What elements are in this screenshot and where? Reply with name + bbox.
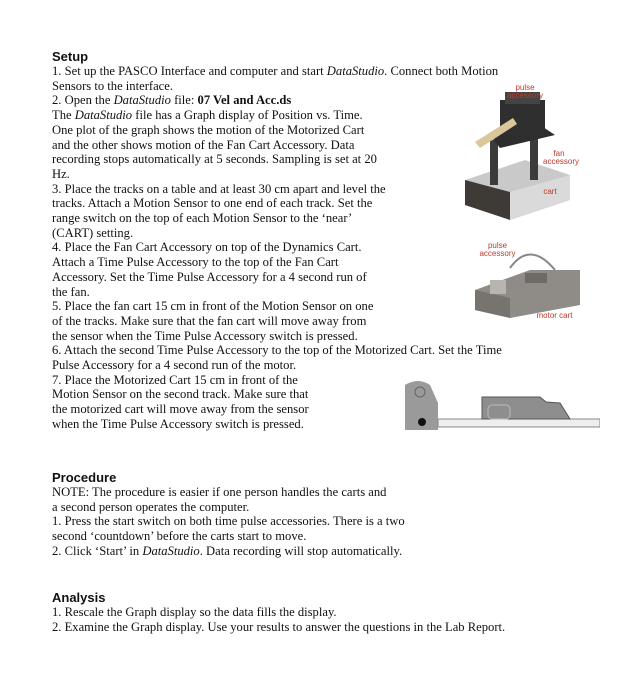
text-segment: . Connect both Motion [384, 64, 499, 78]
text-line [52, 529, 405, 544]
analysis-text [52, 605, 505, 634]
text-segment: second ‘countdown’ before the carts start to move. [52, 529, 307, 544]
text-segment: 4. Place the Fan Cart Accessory on top of the Dynamics Cart. [52, 240, 362, 255]
pulse-accessory-label-2: pulse accessory [479, 241, 516, 258]
procedure-heading: Procedure [52, 470, 117, 485]
text-segment: NOTE: The procedure is easier if one person handles the carts and [52, 485, 387, 499]
text-line [52, 514, 405, 529]
text-segment: recording stops automatically at 5 seconds. Sampling is set at 20 [52, 152, 377, 167]
text-line [52, 196, 502, 211]
text-line [52, 152, 502, 167]
text-segment: The [52, 108, 75, 123]
text-segment: 5. Place the fan cart 15 cm in front of the Motion Sensor on one [52, 299, 374, 314]
analysis-section [52, 590, 505, 634]
text-line [52, 64, 502, 79]
text-line [52, 343, 502, 358]
text-line [52, 182, 502, 197]
text-segment: 3. Place the tracks on a table and at least 30 cm apart and level the [52, 181, 386, 196]
text-segment: Attach a Time Pulse Accessory to the top of the Fan Cart [52, 255, 339, 270]
text-segment: 1. Rescale the Graph display so the data fills the display. [52, 605, 337, 619]
text-line [52, 605, 505, 620]
text-segment: 1. Set up the PASCO Interface and computer and start [52, 64, 327, 78]
text-line [52, 329, 502, 344]
text-segment: when the Time Pulse Accessory switch is pressed. [52, 416, 304, 431]
text-line [52, 211, 502, 226]
text-line [52, 358, 502, 373]
text-line [52, 108, 502, 123]
text-line [52, 500, 405, 515]
text-line [52, 544, 405, 559]
text-line [52, 299, 502, 314]
text-segment: Accessory. Set the Time Pulse Accessory for a 4 second run of [52, 269, 367, 284]
text-line [52, 123, 502, 138]
text-segment: the fan. [52, 284, 90, 299]
text-segment: Pulse Accessory for a 4 second run of the motor. [52, 358, 297, 373]
text-segment: 6. Attach the second Time Pulse Accessory to the top of the Motorized Cart. Set the Time [52, 343, 502, 358]
text-segment: . Data recording will stop automatically. [199, 543, 403, 558]
procedure-text [52, 485, 405, 559]
text-line [52, 226, 502, 241]
text-line [52, 620, 505, 635]
text-segment: DataStudio [326, 64, 385, 78]
text-segment: the sensor when the Time Pulse Accessory switch is pressed. [52, 328, 358, 343]
motor-cart-label: motor cart [536, 311, 573, 320]
text-line [52, 138, 502, 153]
fan-cart-figure [455, 80, 580, 225]
text-segment: 7. Place the Motorized Cart 15 cm in front of the [52, 372, 298, 387]
text-segment: Sensors to the interface. [52, 78, 173, 93]
text-segment: file: [170, 93, 198, 108]
text-segment: DataStudio [142, 543, 200, 558]
text-line [52, 270, 502, 285]
fan-accessory-label: fan accessory [543, 149, 580, 166]
text-line [52, 255, 502, 270]
track-diagram [400, 375, 600, 435]
text-segment: Motion Sensor on the second track. Make sure that [52, 387, 309, 402]
text-segment: One plot of the graph shows the motion of the Motorized Cart [52, 122, 365, 137]
text-segment: 2. Click ‘Start’ in [52, 543, 143, 558]
pulse-accessory-label: pulse accessory [506, 83, 543, 100]
text-segment: (CART) setting. [52, 225, 134, 240]
text-segment: DataStudio [74, 108, 133, 123]
text-line [52, 485, 405, 500]
text-line [52, 285, 502, 300]
text-segment: 2. Open the [52, 93, 114, 108]
text-segment: and the other shows motion of the Fan Cart Accessory. Data [52, 137, 355, 152]
analysis-heading: Analysis [52, 590, 106, 605]
setup-heading: Setup [52, 49, 89, 64]
text-line [52, 93, 502, 108]
text-line [52, 167, 502, 182]
text-segment: range switch on the top of each Motion Sensor to the ‘near’ [52, 211, 353, 226]
text-segment: tracks. Attach a Motion Sensor to one end of each track. Set the [52, 196, 373, 211]
text-segment: of the tracks. Make sure that the fan cart will move away from [52, 313, 367, 328]
procedure-section [52, 470, 405, 559]
text-line [52, 79, 502, 94]
text-segment: DataStudio [113, 93, 171, 108]
text-line [52, 314, 502, 329]
motor-cart-figure [470, 240, 580, 320]
text-segment: 1. Press the start switch on both time pulse accessories. There is a two [52, 514, 405, 529]
text-segment: a second person operates the computer. [52, 499, 250, 514]
text-segment: the motorized cart will move away from the sensor [52, 402, 309, 417]
text-segment: 2. Examine the Graph display. Use your results to answer the questions in the Lab Report. [52, 619, 506, 634]
cart-label: cart [543, 187, 557, 196]
text-line [52, 240, 502, 255]
text-segment: file has a Graph display of Position vs. Time. [132, 108, 363, 123]
text-segment: Hz. [52, 166, 70, 181]
text-segment: 07 Vel and Acc.ds [197, 93, 292, 108]
